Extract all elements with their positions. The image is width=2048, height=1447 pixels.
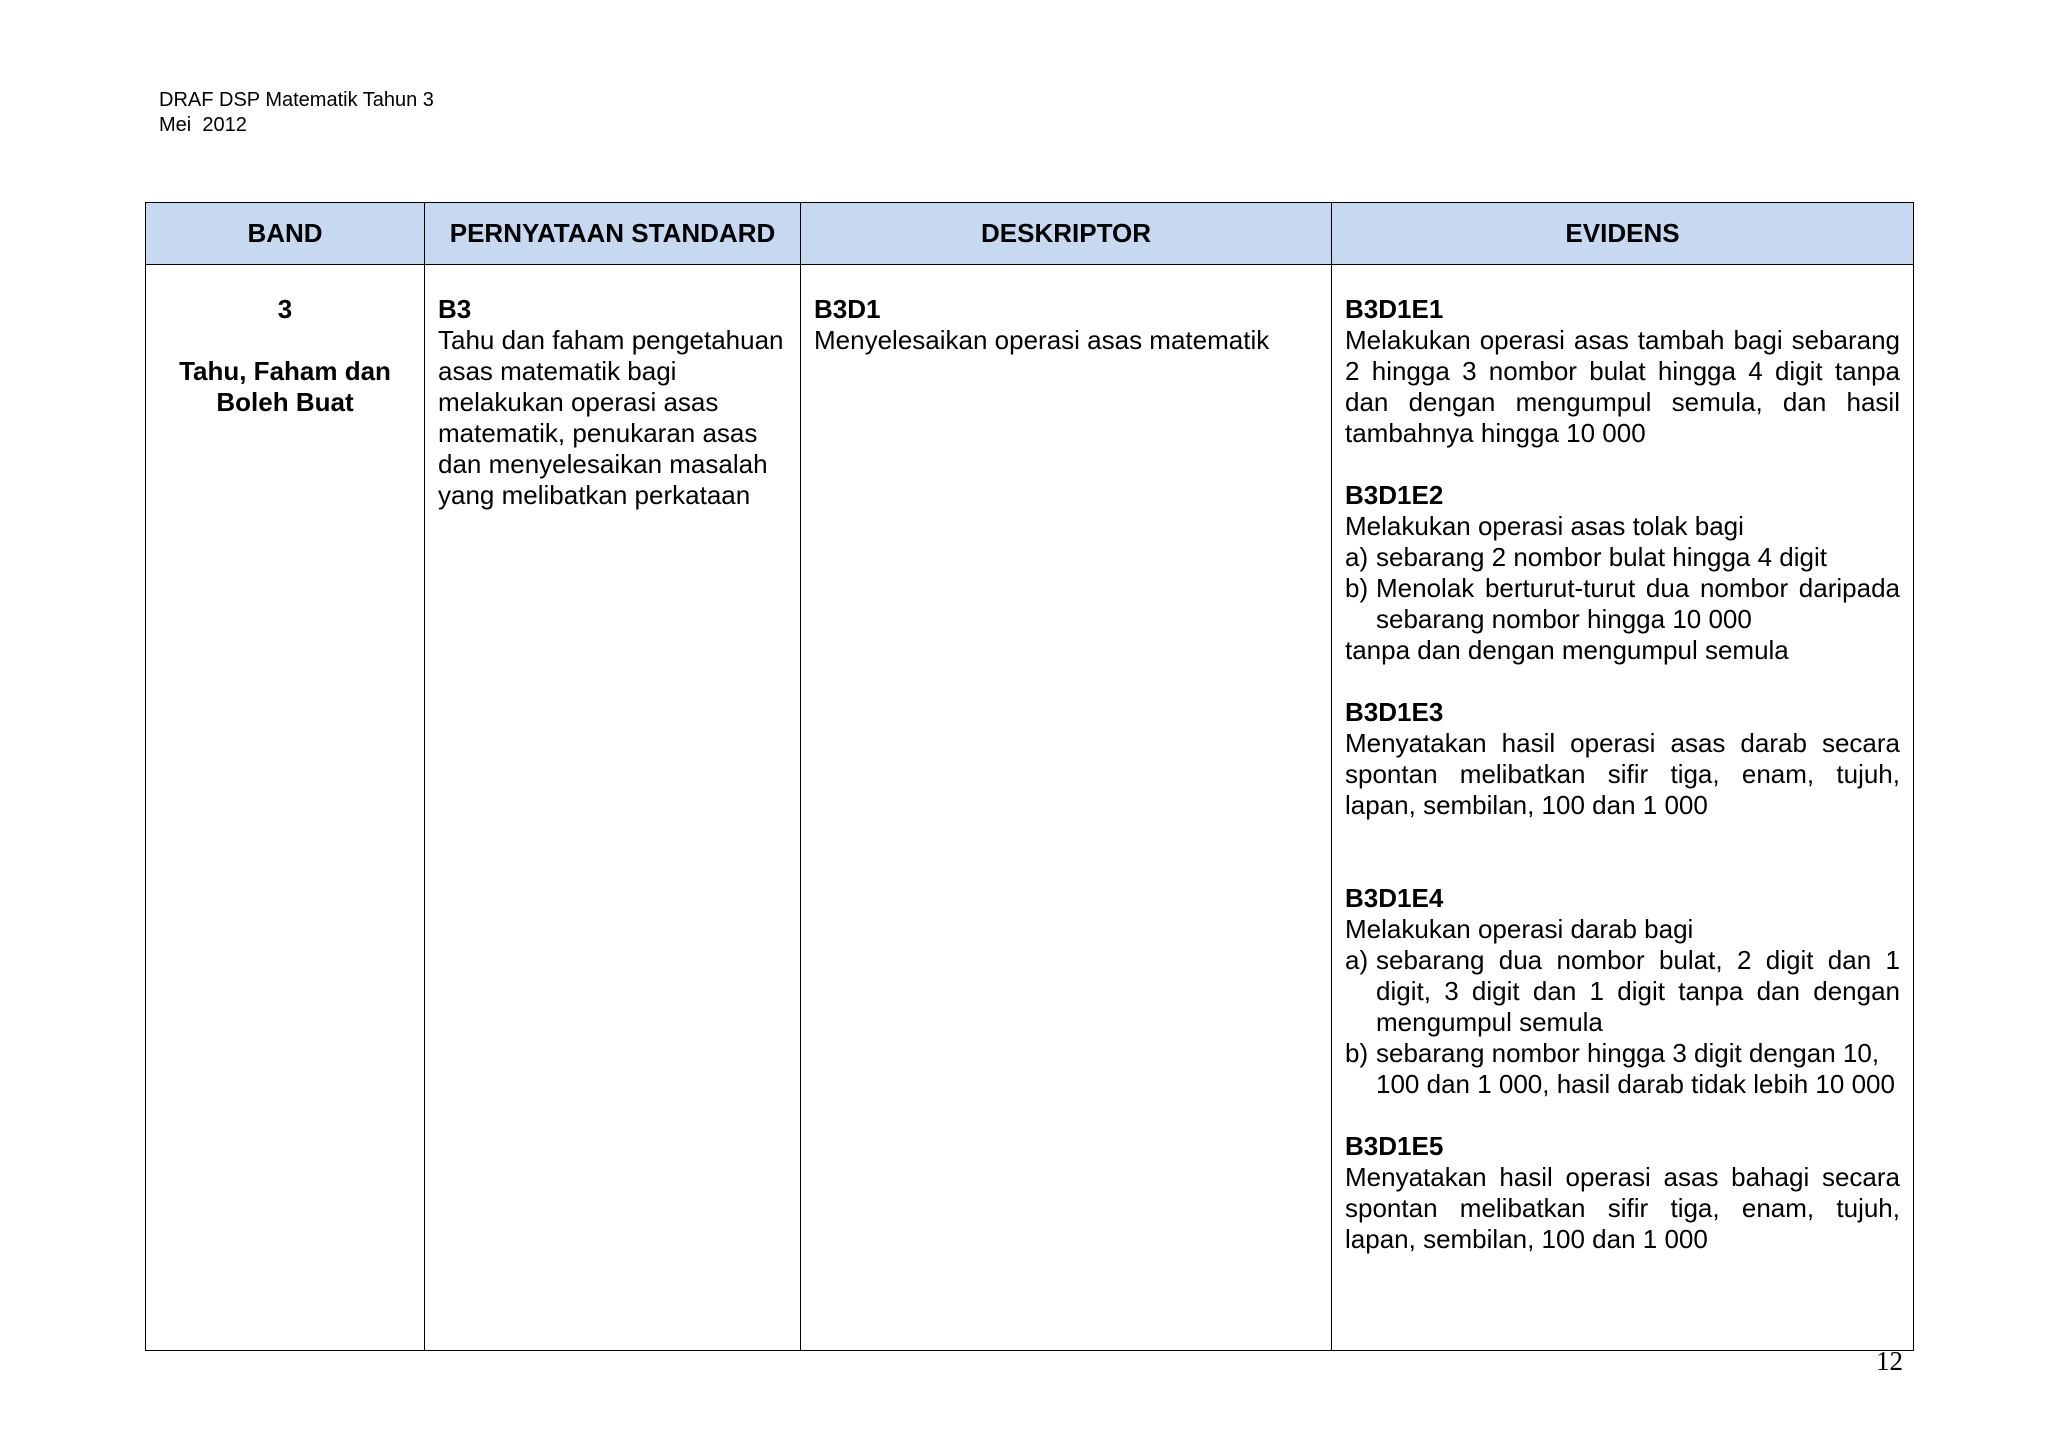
column-header-evidence: EVIDENS [1332,203,1914,265]
table-header-row [146,203,1914,265]
evidence-text: Melakukan operasi asas tambah bagi sebarang 2 hingga 3 nombor bulat hingga 4 digit tanpa dan dengan mengumpul semula, dan hasil tambahnya hingga 10 000 [1345,325,1900,448]
evidence-code: B3D1E3 [1345,697,1444,727]
list-text: sebarang 2 nombor bulat hingga 4 digit [1376,542,1827,572]
evidence-list-item [1345,945,1900,1038]
list-text: Menolak berturut-turut dua nombor daripada sebarang nombor hingga 10 000 [1376,573,1900,634]
evidence-text: Menyatakan hasil operasi asas darab secara spontan melibatkan sifir tiga, enam, tujuh, lapan, sembilan, 100 dan 1 000 [1345,728,1900,820]
list-text: sebarang nombor hingga 3 digit dengan 10, 100 dan 1 000, hasil darab tidak lebih 10 000 [1376,1038,1895,1099]
descriptor-text: Menyelesaikan operasi asas matematik [814,325,1270,355]
list-text: sebarang dua nombor bulat, 2 digit dan 1 digit, 3 digit dan 1 digit tanpa dan dengan mengumpul semula [1376,945,1900,1037]
table-row [146,265,1914,1351]
page-number: 12 [1876,1346,1903,1376]
evidence-code: B3D1E1 [1345,294,1444,324]
list-marker: b) [1345,573,1369,603]
evidence-item [1345,1131,1900,1255]
evidence-text: Melakukan operasi asas tolak bagi [1345,511,1744,541]
standards-table [145,202,1914,1351]
evidence-code: B3D1E5 [1345,1131,1444,1161]
document-header [159,88,434,138]
list-marker: b) [1345,1038,1369,1068]
header-title: DRAF DSP Matematik Tahun 3 [159,89,434,111]
evidence-item [1345,480,1900,666]
standard-cell [425,265,801,1351]
evidence-list-item [1345,542,1900,573]
column-header-band: BAND [146,203,425,265]
evidence-text: Melakukan operasi darab bagi [1345,914,1694,944]
standard-text: Tahu dan faham pengetahuan asas matematik bagi melakukan operasi asas matematik, penukaran asas dan menyelesaikan masalah yang melibatkan perkataan [438,325,784,510]
evidence-text: Menyatakan hasil operasi asas bahagi secara spontan melibatkan sifir tiga, enam, tujuh, lapan, sembilan, 100 dan 1 000 [1345,1162,1900,1254]
band-number: 3 [277,294,293,324]
evidence-item [1345,294,1900,449]
list-marker: a) [1345,542,1369,572]
evidence-code: B3D1E4 [1345,883,1444,913]
evidence-item [1345,883,1900,1100]
evidence-list-item [1345,573,1900,635]
standard-code: B3 [438,294,472,324]
evidence-text-after: tanpa dan dengan mengumpul semula [1345,635,1789,665]
evidence-cell [1332,265,1914,1351]
band-title: Tahu, Faham dan Boleh Buat [179,356,391,417]
column-header-standard: PERNYATAAN STANDARD [425,203,801,265]
evidence-code: B3D1E2 [1345,480,1444,510]
descriptor-cell [801,265,1332,1351]
band-cell [146,265,425,1351]
column-header-descriptor: DESKRIPTOR [801,203,1332,265]
list-marker: a) [1345,945,1369,975]
descriptor-code: B3D1 [814,294,881,324]
evidence-item [1345,697,1900,821]
header-date: Mei 2012 [159,114,247,136]
evidence-list-item [1345,1038,1900,1100]
